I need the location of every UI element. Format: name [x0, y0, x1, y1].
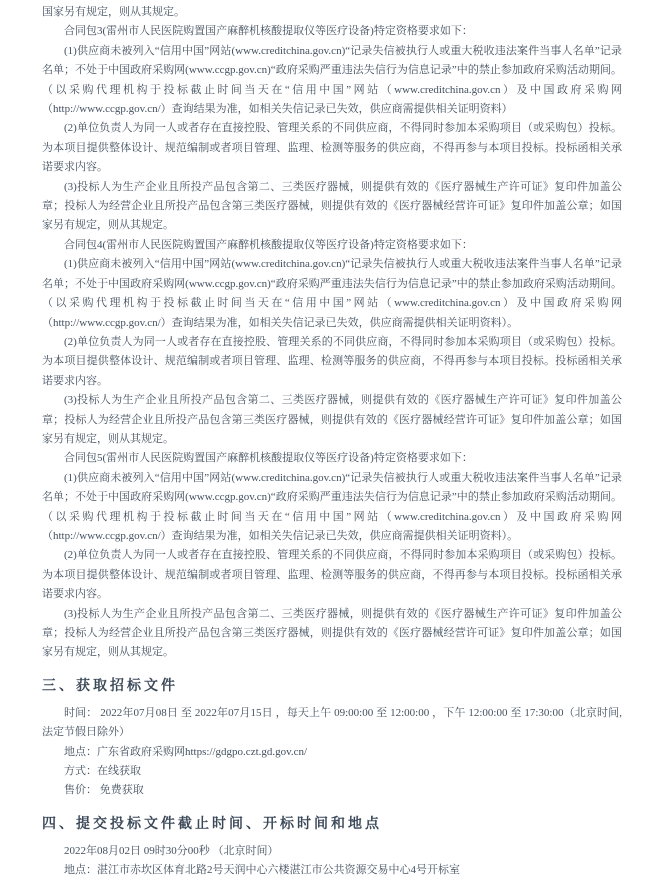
paragraph: (2)单位负责人为同一人或者存在直接控股、管理关系的不同供应商，不得同时参加本采购项目（或采购包）投标。为本项目提供整体设计、规范编制或者项目管理、监理、检测等服务的供应商，不得再参与本项目投标。投标函相关承诺要求内容。 [42, 335, 622, 387]
section-heading: 三、获取招标文件 [42, 678, 178, 694]
paragraph: (3)投标人为生产企业且所投产品包含第二、三类医疗器械，则提供有效的《医疗器械生产许可证》复印件加盖公章；投标人为经营企业且所投产品包含第三类医疗器械，则提供有效的《医疗器械经营许可证》复印件加盖公章；如国家另有规定，则从其规定。 [42, 180, 622, 232]
paragraph: 2022年08月02日 09时30分00秒 （北京时间） [64, 844, 279, 857]
paragraph: (1)供应商未被列入“信用中国”网站(www.creditchina.gov.cn)“记录失信被执行人或重大税收违法案件当事人名单”记录名单；不处于中国政府采购网(www.ccgp.gov.cn)“政府采购严重违法失信行为信息记录”中的禁止参加政府采购活动期间。（以采购代理机构于投标截止时间当天在“信用中国”网站（www.creditchina.gov.cn）及中国政府采购网（http://www.ccgp.gov.cn/）查询结果为准，如相关失信记录已失效，供应商需提供相关证明资料）。 [42, 258, 622, 329]
paragraph: 地点：广东省政府采购网https://gdgpo.czt.gd.gov.cn/ [64, 745, 308, 758]
paragraph: 售价： 免费获取 [64, 784, 144, 797]
paragraph: 合同包4(雷州市人民医院购置国产麻醉机核酸提取仪等医疗设备)特定资格要求如下： [64, 238, 473, 251]
paragraph: 方式：在线获取 [64, 765, 141, 778]
section-heading: 四、提交投标文件截止时间、开标时间和地点 [42, 816, 382, 832]
paragraph: 地点：湛江市赤坎区体育北路2号天润中心六楼湛江市公共资源交易中心4号开标室 [64, 864, 460, 877]
paragraph: (2)单位负责人为同一人或者存在直接控股、管理关系的不同供应商，不得同时参加本采购项目（或采购包）投标。为本项目提供整体设计、规范编制或者项目管理、监理、检测等服务的供应商，不得再参与本项目投标。投标函相关承诺要求内容。 [42, 549, 622, 601]
paragraph: 合同包5(雷州市人民医院购置国产麻醉机核酸提取仪等医疗设备)特定资格要求如下： [64, 452, 473, 465]
paragraph: (1)供应商未被列入“信用中国”网站(www.creditchina.gov.cn)“记录失信被执行人或重大税收违法案件当事人名单”记录名单；不处于中国政府采购网(www.ccgp.gov.cn)“政府采购严重违法失信行为信息记录”中的禁止参加政府采购活动期间。（以采购代理机构于投标截止时间当天在“信用中国”网站（www.creditchina.gov.cn）及中国政府采购网（http://www.ccgp.gov.cn/）查询结果为准，如相关失信记录已失效，供应商需提供相关证明资料） [42, 44, 622, 116]
paragraph: (2)单位负责人为同一人或者存在直接控股、管理关系的不同供应商，不得同时参加本采购项目（或采购包）投标。为本项目提供整体设计、规范编制或者项目管理、监理、检测等服务的供应商，不得再参与本项目投标。投标函相关承诺要求内容。 [42, 122, 622, 174]
paragraph: (3)投标人为生产企业且所投产品包含第二、三类医疗器械，则提供有效的《医疗器械生产许可证》复印件加盖公章；投标人为经营企业且所投产品包含第三类医疗器械，则提供有效的《医疗器械经营许可证》复印件加盖公章；如国家另有规定，则从其规定。 [42, 394, 622, 445]
paragraph: 时间： 2022年07月08日 至 2022年07月15日 ，每天上午 09:00:00 至 12:00:00 ，下午 12:00:00 至 17:30:00（北京时间,法定节假日除外） [42, 706, 622, 739]
document-content [42, 3, 622, 881]
paragraph: 合同包3(雷州市人民医院购置国产麻醉机核酸提取仪等医疗设备)特定资格要求如下： [64, 25, 473, 38]
paragraph: 国家另有规定，则从其规定。 [42, 6, 185, 18]
paragraph: (3)投标人为生产企业且所投产品包含第二、三类医疗器械，则提供有效的《医疗器械生产许可证》复印件加盖公章；投标人为经营企业且所投产品包含第三类医疗器械，则提供有效的《医疗器械经营许可证》复印件加盖公章；如国家另有规定，则从其规定。 [42, 607, 622, 659]
paragraph: (1)供应商未被列入“信用中国”网站(www.creditchina.gov.cn)“记录失信被执行人或重大税收违法案件当事人名单”记录名单；不处于中国政府采购网(www.ccgp.gov.cn)“政府采购严重违法失信行为信息记录”中的禁止参加政府采购活动期间。（以采购代理机构于投标截止时间当天在“信用中国”网站（www.creditchina.gov.cn）及中国政府采购网（http://www.ccgp.gov.cn/）查询结果为准，如相关失信记录已失效，供应商需提供相关证明资料）。 [42, 471, 622, 542]
